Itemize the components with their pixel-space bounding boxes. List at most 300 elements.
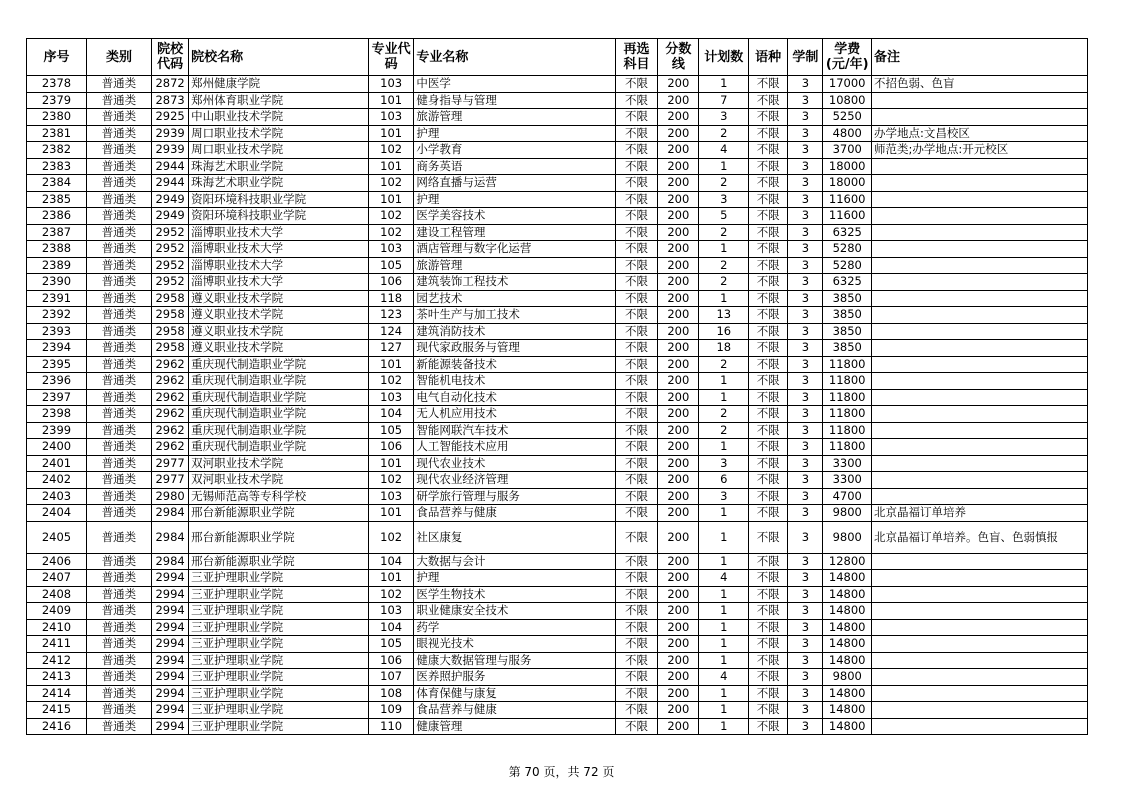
col-school-name-cell: 重庆现代制造职业学院 (189, 356, 369, 373)
col-category-header: 类别 (86, 39, 151, 76)
col-seq-cell: 2409 (27, 603, 87, 620)
col-fee-cell: 4700 (823, 488, 872, 505)
col-school-name-cell: 双河职业技术学院 (189, 472, 369, 489)
col-language-cell: 不限 (749, 257, 788, 274)
col-fee-header: 学费(元/年) (823, 39, 872, 76)
col-major-name-cell: 现代农业技术 (414, 455, 615, 472)
col-major-name-cell: 医学生物技术 (414, 586, 615, 603)
col-score-cell: 200 (658, 652, 699, 669)
col-seq-cell: 2390 (27, 274, 87, 291)
col-plan-cell: 4 (699, 142, 749, 159)
col-fee-cell: 14800 (823, 586, 872, 603)
col-score-cell: 200 (658, 208, 699, 225)
col-duration-cell: 3 (788, 92, 823, 109)
col-duration-cell: 3 (788, 619, 823, 636)
col-duration-cell: 3 (788, 422, 823, 439)
col-fee-cell: 5280 (823, 241, 872, 258)
col-fee-cell: 3850 (823, 323, 872, 340)
col-note-cell (871, 652, 1087, 669)
col-school-code-cell: 2958 (151, 323, 188, 340)
col-category-cell: 普通类 (86, 685, 151, 702)
col-duration-cell: 3 (788, 636, 823, 653)
col-seq-cell: 2379 (27, 92, 87, 109)
col-major-name-cell: 社区康复 (414, 521, 615, 553)
col-school-name-cell: 无锡师范高等专科学校 (189, 488, 369, 505)
table-row (27, 274, 1088, 291)
col-subject-cell: 不限 (615, 373, 657, 390)
table-row (27, 636, 1088, 653)
table-body (27, 76, 1088, 735)
col-language-cell: 不限 (749, 472, 788, 489)
table-row (27, 142, 1088, 159)
col-plan-cell: 2 (699, 422, 749, 439)
col-major-code-cell: 103 (368, 76, 413, 93)
table-row (27, 76, 1088, 93)
col-school-name-cell: 三亚护理职业学院 (189, 603, 369, 620)
col-note-cell (871, 224, 1087, 241)
col-school-code-cell: 2994 (151, 652, 188, 669)
col-plan-cell: 1 (699, 389, 749, 406)
col-category-cell: 普通类 (86, 636, 151, 653)
col-language-cell: 不限 (749, 290, 788, 307)
col-fee-cell: 17000 (823, 76, 872, 93)
col-school-name-cell: 中山职业技术学院 (189, 109, 369, 126)
col-category-cell: 普通类 (86, 158, 151, 175)
col-plan-cell: 2 (699, 257, 749, 274)
col-seq-cell: 2413 (27, 669, 87, 686)
col-note-cell (871, 241, 1087, 258)
col-note-cell (871, 290, 1087, 307)
col-school-name-cell: 遵义职业技术学院 (189, 290, 369, 307)
col-plan-cell: 7 (699, 92, 749, 109)
col-plan-cell: 1 (699, 619, 749, 636)
col-school-code-cell: 2962 (151, 389, 188, 406)
col-subject-cell: 不限 (615, 521, 657, 553)
table-row (27, 439, 1088, 456)
col-subject-cell: 不限 (615, 290, 657, 307)
col-score-cell: 200 (658, 340, 699, 357)
col-language-cell: 不限 (749, 142, 788, 159)
col-note-header: 备注 (871, 39, 1087, 76)
col-school-name-cell: 三亚护理职业学院 (189, 636, 369, 653)
col-note-cell (871, 307, 1087, 324)
col-school-code-cell: 2962 (151, 422, 188, 439)
table-row (27, 92, 1088, 109)
col-plan-cell: 4 (699, 570, 749, 587)
col-category-cell: 普通类 (86, 619, 151, 636)
col-fee-cell: 6325 (823, 274, 872, 291)
col-score-cell: 200 (658, 125, 699, 142)
col-seq-cell: 2403 (27, 488, 87, 505)
col-fee-cell: 3850 (823, 290, 872, 307)
col-major-code-cell: 102 (368, 224, 413, 241)
col-language-cell: 不限 (749, 652, 788, 669)
col-fee-cell: 14800 (823, 619, 872, 636)
col-note-cell (871, 455, 1087, 472)
col-seq-cell: 2398 (27, 406, 87, 423)
col-major-name-cell: 无人机应用技术 (414, 406, 615, 423)
col-duration-cell: 3 (788, 290, 823, 307)
col-score-cell: 200 (658, 718, 699, 735)
col-subject-cell: 不限 (615, 472, 657, 489)
col-major-code-cell: 127 (368, 340, 413, 357)
col-subject-cell: 不限 (615, 307, 657, 324)
col-fee-cell: 5280 (823, 257, 872, 274)
col-school-name-cell: 三亚护理职业学院 (189, 619, 369, 636)
col-fee-cell: 18000 (823, 158, 872, 175)
col-school-code-cell: 2958 (151, 307, 188, 324)
col-subject-cell: 不限 (615, 158, 657, 175)
col-seq-cell: 2394 (27, 340, 87, 357)
col-major-name-cell: 医学美容技术 (414, 208, 615, 225)
table-row (27, 307, 1088, 324)
col-plan-cell: 16 (699, 323, 749, 340)
col-seq-cell: 2400 (27, 439, 87, 456)
col-note-cell (871, 208, 1087, 225)
col-seq-cell: 2387 (27, 224, 87, 241)
col-category-cell: 普通类 (86, 109, 151, 126)
col-note-cell: 北京晶福订单培养。色盲、色弱慎报 (871, 521, 1087, 553)
col-language-cell: 不限 (749, 109, 788, 126)
col-note-cell (871, 340, 1087, 357)
col-school-name-cell: 珠海艺术职业学院 (189, 175, 369, 192)
col-school-name-cell: 三亚护理职业学院 (189, 586, 369, 603)
col-major-name-cell: 园艺技术 (414, 290, 615, 307)
col-note-cell (871, 158, 1087, 175)
col-duration-cell: 3 (788, 488, 823, 505)
col-school-code-cell: 2952 (151, 224, 188, 241)
col-language-cell: 不限 (749, 356, 788, 373)
table-row (27, 257, 1088, 274)
col-language-cell: 不限 (749, 323, 788, 340)
col-category-cell: 普通类 (86, 406, 151, 423)
col-school-name-cell: 三亚护理职业学院 (189, 570, 369, 587)
col-subject-cell: 不限 (615, 406, 657, 423)
col-fee-cell: 3300 (823, 455, 872, 472)
col-duration-cell: 3 (788, 76, 823, 93)
col-note-cell (871, 389, 1087, 406)
col-duration-cell: 3 (788, 455, 823, 472)
col-plan-cell: 6 (699, 472, 749, 489)
col-note-cell (871, 570, 1087, 587)
col-note-cell (871, 669, 1087, 686)
table-row (27, 290, 1088, 307)
col-major-name-cell: 职业健康安全技术 (414, 603, 615, 620)
col-school-code-cell: 2872 (151, 76, 188, 93)
col-major-code-cell: 104 (368, 553, 413, 570)
col-seq-cell: 2406 (27, 553, 87, 570)
col-school-code-cell: 2939 (151, 125, 188, 142)
col-school-name-cell: 重庆现代制造职业学院 (189, 439, 369, 456)
col-major-name-cell: 建设工程管理 (414, 224, 615, 241)
col-major-code-cell: 106 (368, 652, 413, 669)
table-row (27, 158, 1088, 175)
col-major-code-cell: 103 (368, 603, 413, 620)
col-note-cell (871, 406, 1087, 423)
col-school-name-cell: 周口职业技术学院 (189, 142, 369, 159)
col-plan-cell: 18 (699, 340, 749, 357)
col-score-cell: 200 (658, 142, 699, 159)
col-score-cell: 200 (658, 472, 699, 489)
col-score-cell: 200 (658, 505, 699, 522)
col-school-name-cell: 资阳环境科技职业学院 (189, 191, 369, 208)
col-category-cell: 普通类 (86, 521, 151, 553)
col-school-code-cell: 2949 (151, 208, 188, 225)
col-subject-cell: 不限 (615, 323, 657, 340)
col-seq-cell: 2411 (27, 636, 87, 653)
col-subject-cell: 不限 (615, 669, 657, 686)
col-seq-cell: 2412 (27, 652, 87, 669)
col-fee-cell: 14800 (823, 570, 872, 587)
col-category-cell: 普通类 (86, 175, 151, 192)
col-fee-cell: 11600 (823, 191, 872, 208)
col-subject-cell: 不限 (615, 109, 657, 126)
col-language-cell: 不限 (749, 191, 788, 208)
col-school-code-cell: 2952 (151, 257, 188, 274)
col-school-name-cell: 重庆现代制造职业学院 (189, 406, 369, 423)
col-duration-cell: 3 (788, 373, 823, 390)
col-language-cell: 不限 (749, 619, 788, 636)
col-subject-cell: 不限 (615, 76, 657, 93)
col-major-code-cell: 106 (368, 439, 413, 456)
col-fee-cell: 11800 (823, 439, 872, 456)
col-category-cell: 普通类 (86, 702, 151, 719)
col-score-cell: 200 (658, 191, 699, 208)
col-school-name-cell: 双河职业技术学院 (189, 455, 369, 472)
col-category-cell: 普通类 (86, 488, 151, 505)
col-language-cell: 不限 (749, 208, 788, 225)
table-row (27, 570, 1088, 587)
col-language-cell: 不限 (749, 406, 788, 423)
col-plan-cell: 2 (699, 125, 749, 142)
col-major-name-cell: 药学 (414, 619, 615, 636)
col-language-cell: 不限 (749, 439, 788, 456)
col-category-cell: 普通类 (86, 323, 151, 340)
col-score-cell: 200 (658, 619, 699, 636)
table-row (27, 652, 1088, 669)
col-language-header: 语种 (749, 39, 788, 76)
col-school-name-cell: 遵义职业技术学院 (189, 307, 369, 324)
col-plan-cell: 1 (699, 373, 749, 390)
col-duration-cell: 3 (788, 142, 823, 159)
col-score-cell: 200 (658, 406, 699, 423)
col-note-cell (871, 109, 1087, 126)
col-score-cell: 200 (658, 570, 699, 587)
col-school-name-cell: 三亚护理职业学院 (189, 718, 369, 735)
col-duration-header: 学制 (788, 39, 823, 76)
col-major-code-cell: 101 (368, 505, 413, 522)
col-note-cell: 办学地点:文昌校区 (871, 125, 1087, 142)
col-major-name-cell: 智能网联汽车技术 (414, 422, 615, 439)
col-fee-cell: 10800 (823, 92, 872, 109)
col-major-code-cell: 105 (368, 636, 413, 653)
col-school-name-cell: 淄博职业技术大学 (189, 274, 369, 291)
col-school-name-cell: 郑州体育职业学院 (189, 92, 369, 109)
col-note-cell (871, 92, 1087, 109)
table-row (27, 323, 1088, 340)
col-plan-cell: 1 (699, 158, 749, 175)
col-major-name-cell: 食品营养与健康 (414, 702, 615, 719)
col-major-code-cell: 101 (368, 92, 413, 109)
col-seq-cell: 2378 (27, 76, 87, 93)
col-major-code-cell: 103 (368, 109, 413, 126)
col-note-cell (871, 373, 1087, 390)
col-major-name-cell: 智能机电技术 (414, 373, 615, 390)
col-school-name-cell: 郑州健康学院 (189, 76, 369, 93)
col-school-name-cell: 重庆现代制造职业学院 (189, 389, 369, 406)
col-duration-cell: 3 (788, 307, 823, 324)
col-major-code-cell: 101 (368, 158, 413, 175)
col-score-cell: 200 (658, 488, 699, 505)
col-major-name-cell: 小学教育 (414, 142, 615, 159)
col-language-cell: 不限 (749, 603, 788, 620)
col-note-cell (871, 323, 1087, 340)
col-score-cell: 200 (658, 553, 699, 570)
col-school-code-cell: 2962 (151, 356, 188, 373)
col-note-cell (871, 274, 1087, 291)
col-major-name-cell: 旅游管理 (414, 109, 615, 126)
table-row (27, 406, 1088, 423)
col-note-cell: 北京晶福订单培养 (871, 505, 1087, 522)
col-major-name-cell: 研学旅行管理与服务 (414, 488, 615, 505)
col-seq-cell: 2392 (27, 307, 87, 324)
col-school-code-cell: 2944 (151, 175, 188, 192)
col-language-cell: 不限 (749, 274, 788, 291)
col-plan-cell: 5 (699, 208, 749, 225)
col-duration-cell: 3 (788, 505, 823, 522)
col-category-cell: 普通类 (86, 669, 151, 686)
col-major-code-cell: 109 (368, 702, 413, 719)
col-fee-cell: 11800 (823, 389, 872, 406)
col-category-cell: 普通类 (86, 307, 151, 324)
col-major-code-cell: 101 (368, 356, 413, 373)
col-category-cell: 普通类 (86, 92, 151, 109)
col-language-cell: 不限 (749, 570, 788, 587)
col-category-cell: 普通类 (86, 191, 151, 208)
col-language-cell: 不限 (749, 373, 788, 390)
col-school-code-cell: 2994 (151, 603, 188, 620)
col-plan-cell: 3 (699, 455, 749, 472)
col-plan-cell: 1 (699, 241, 749, 258)
col-subject-cell: 不限 (615, 422, 657, 439)
col-score-cell: 200 (658, 422, 699, 439)
col-category-cell: 普通类 (86, 76, 151, 93)
col-major-code-header: 专业代码 (368, 39, 413, 76)
col-duration-cell: 3 (788, 685, 823, 702)
col-note-cell (871, 472, 1087, 489)
col-major-code-cell: 102 (368, 208, 413, 225)
col-duration-cell: 3 (788, 158, 823, 175)
col-school-name-cell: 邢台新能源职业学院 (189, 553, 369, 570)
col-school-code-cell: 2994 (151, 718, 188, 735)
col-category-cell: 普通类 (86, 553, 151, 570)
col-score-cell: 200 (658, 274, 699, 291)
col-language-cell: 不限 (749, 76, 788, 93)
col-major-name-cell: 人工智能技术应用 (414, 439, 615, 456)
table-row (27, 586, 1088, 603)
col-score-cell: 200 (658, 290, 699, 307)
col-major-name-cell: 护理 (414, 191, 615, 208)
col-seq-cell: 2404 (27, 505, 87, 522)
col-duration-cell: 3 (788, 224, 823, 241)
table-row (27, 553, 1088, 570)
col-major-code-cell: 101 (368, 191, 413, 208)
col-duration-cell: 3 (788, 570, 823, 587)
col-seq-cell: 2407 (27, 570, 87, 587)
col-fee-cell: 14800 (823, 685, 872, 702)
col-score-cell: 200 (658, 636, 699, 653)
col-language-cell: 不限 (749, 669, 788, 686)
col-subject-cell: 不限 (615, 488, 657, 505)
col-subject-cell: 不限 (615, 274, 657, 291)
col-school-code-cell: 2944 (151, 158, 188, 175)
col-language-cell: 不限 (749, 389, 788, 406)
col-school-name-cell: 重庆现代制造职业学院 (189, 422, 369, 439)
col-seq-cell: 2415 (27, 702, 87, 719)
col-major-code-cell: 102 (368, 521, 413, 553)
col-category-cell: 普通类 (86, 389, 151, 406)
col-major-name-header: 专业名称 (414, 39, 615, 76)
col-duration-cell: 3 (788, 406, 823, 423)
col-school-code-cell: 2962 (151, 439, 188, 456)
table-row (27, 356, 1088, 373)
table-row (27, 718, 1088, 735)
col-school-name-cell: 珠海艺术职业学院 (189, 158, 369, 175)
col-school-name-cell: 遵义职业技术学院 (189, 323, 369, 340)
col-seq-cell: 2380 (27, 109, 87, 126)
col-note-cell (871, 191, 1087, 208)
col-duration-cell: 3 (788, 669, 823, 686)
table-row (27, 669, 1088, 686)
table-row (27, 109, 1088, 126)
col-seq-cell: 2385 (27, 191, 87, 208)
header-row (27, 39, 1088, 76)
table-row (27, 373, 1088, 390)
col-subject-cell: 不限 (615, 356, 657, 373)
col-note-cell (871, 702, 1087, 719)
col-score-cell: 200 (658, 455, 699, 472)
col-school-name-cell: 重庆现代制造职业学院 (189, 373, 369, 390)
col-school-name-cell: 三亚护理职业学院 (189, 652, 369, 669)
col-score-cell: 200 (658, 603, 699, 620)
col-subject-cell: 不限 (615, 257, 657, 274)
table-row (27, 472, 1088, 489)
col-school-code-cell: 2994 (151, 570, 188, 587)
col-duration-cell: 3 (788, 389, 823, 406)
col-school-name-cell: 周口职业技术学院 (189, 125, 369, 142)
col-note-cell (871, 175, 1087, 192)
col-major-name-cell: 体育保健与康复 (414, 685, 615, 702)
col-language-cell: 不限 (749, 92, 788, 109)
col-major-code-cell: 123 (368, 307, 413, 324)
col-school-code-cell: 2994 (151, 619, 188, 636)
col-note-cell (871, 439, 1087, 456)
col-school-name-cell: 淄博职业技术大学 (189, 257, 369, 274)
col-major-name-cell: 茶叶生产与加工技术 (414, 307, 615, 324)
table-row (27, 389, 1088, 406)
col-school-code-cell: 2962 (151, 406, 188, 423)
col-school-name-cell: 资阳环境科技职业学院 (189, 208, 369, 225)
col-major-name-cell: 旅游管理 (414, 257, 615, 274)
col-school-code-cell: 2952 (151, 274, 188, 291)
col-major-name-cell: 网络直播与运营 (414, 175, 615, 192)
col-duration-cell: 3 (788, 257, 823, 274)
col-score-cell: 200 (658, 521, 699, 553)
col-plan-cell: 4 (699, 669, 749, 686)
col-major-name-cell: 医养照护服务 (414, 669, 615, 686)
col-subject-cell: 不限 (615, 603, 657, 620)
col-duration-cell: 3 (788, 175, 823, 192)
